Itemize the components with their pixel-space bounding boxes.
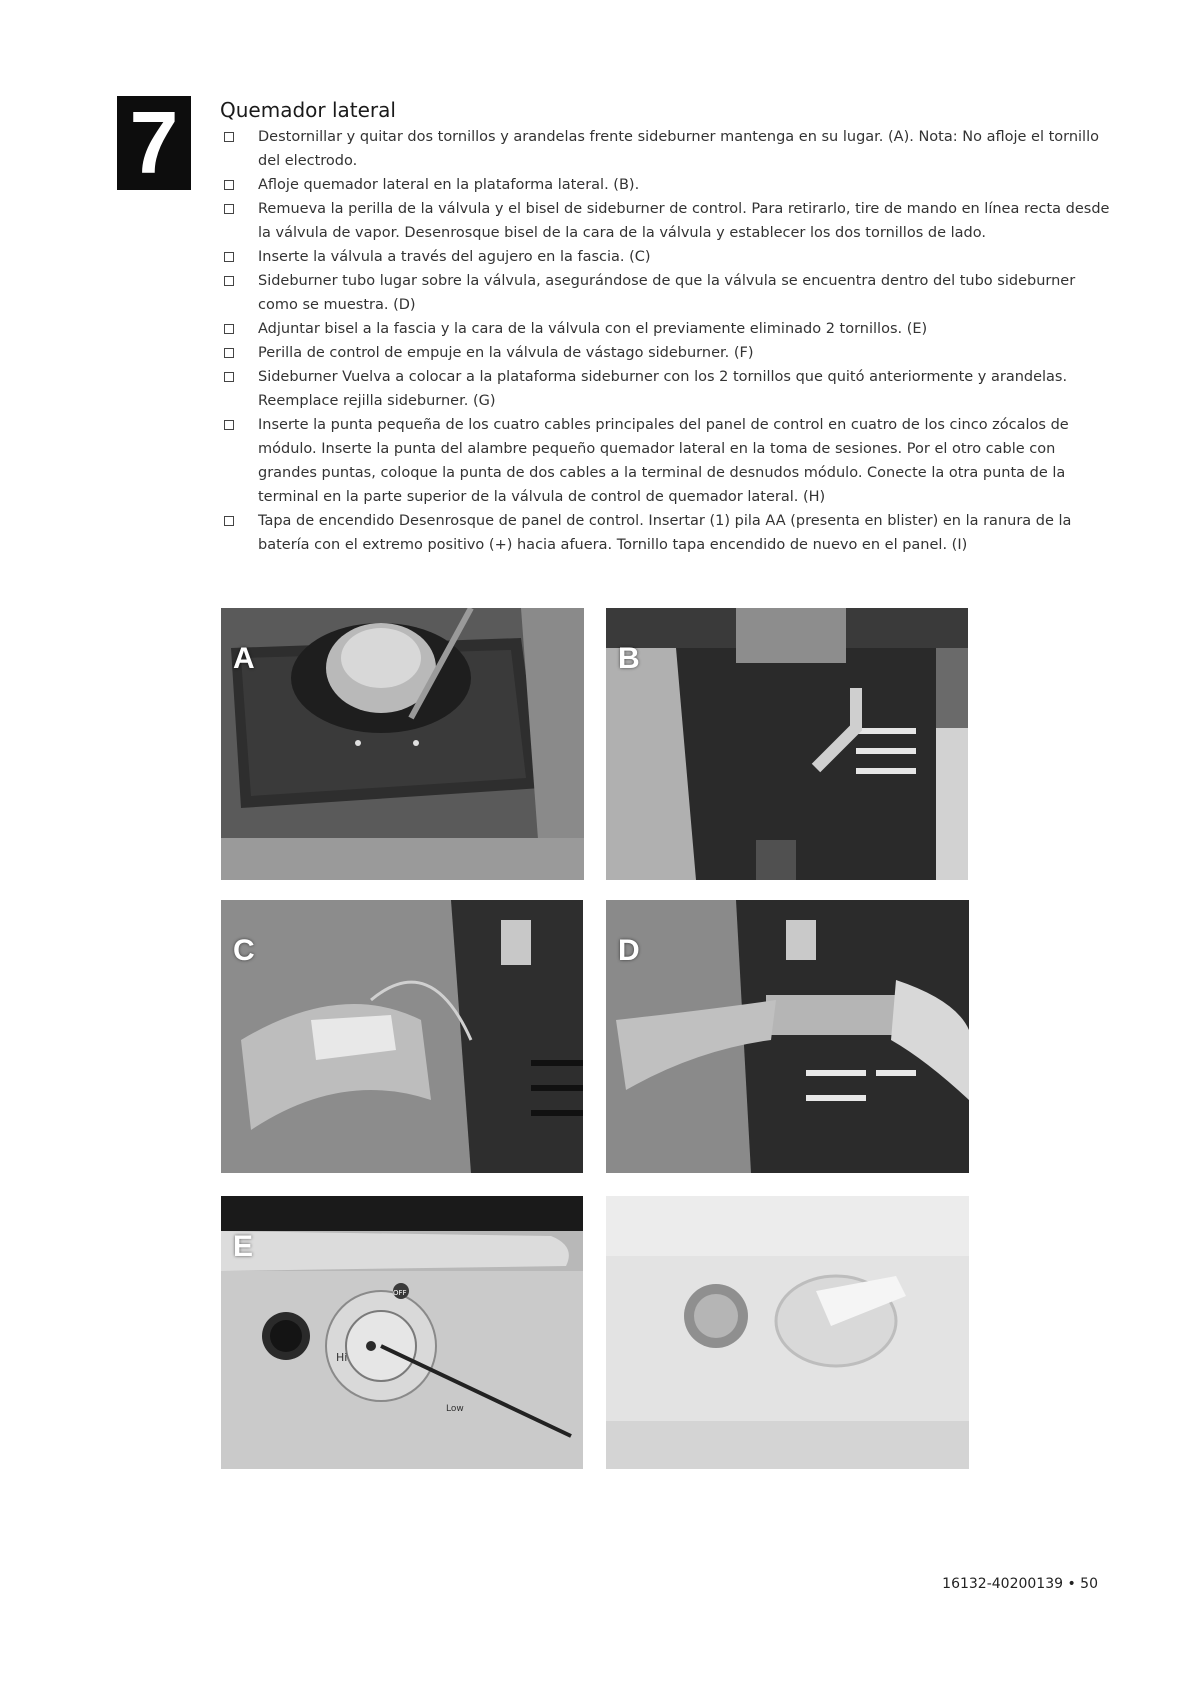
section-title: Quemador lateral: [220, 98, 396, 122]
photo-d-illustration: [606, 900, 969, 1173]
checkbox-icon: [224, 132, 234, 142]
checkbox-icon: [224, 516, 234, 526]
step-number-badge: 7: [117, 96, 191, 190]
checkbox-icon: [224, 204, 234, 214]
photo-c-illustration: [221, 900, 583, 1173]
list-item: [222, 197, 1112, 245]
photo-b-illustration: [606, 608, 968, 880]
checkbox-icon: [224, 324, 234, 334]
step-text: Afloje quemador lateral en la plataforma lateral. (B).: [258, 177, 640, 193]
list-item: [222, 509, 1112, 557]
photo-label: D: [618, 934, 640, 967]
list-item: [222, 173, 1112, 197]
list-item: [222, 245, 1112, 269]
photo-f-illustration: [606, 1196, 969, 1469]
photo-a-illustration: [221, 608, 584, 880]
knob-off-label: OFF: [393, 1289, 407, 1297]
step-text: Adjuntar bisel a la fascia y la cara de la válvula con el previamente eliminado 2 tornillos. (E): [258, 321, 928, 337]
step-text: Sideburner tubo lugar sobre la válvula, asegurándose de que la válvula se encuentra dentro del tubo sideburner como se muestra. (D): [258, 273, 1076, 313]
photo-label: A: [233, 642, 255, 675]
step-text: Tapa de encendido Desenrosque de panel de control. Insertar (1) pila AA (presenta en blister) en la ranura de la batería con el extremo positivo (+) hacia afuera. Tornillo tapa encendido de nuevo en el panel. (I): [258, 513, 1072, 553]
list-item: [222, 413, 1112, 509]
list-item: [222, 365, 1112, 413]
photo-label: B: [618, 642, 640, 675]
checkbox-icon: [224, 252, 234, 262]
photo-label: C: [233, 934, 255, 967]
page-number: 16132-40200139 • 50: [942, 1576, 1098, 1592]
photo-label: E: [233, 1230, 254, 1263]
list-item: [222, 341, 1112, 365]
list-item: [222, 125, 1112, 173]
photo-e: [221, 1196, 583, 1469]
checkbox-icon: [224, 180, 234, 190]
step-text: Perilla de control de empuje en la válvula de vástago sideburner. (F): [258, 345, 754, 361]
photo-d: [606, 900, 969, 1173]
step-text: Inserte la punta pequeña de los cuatro cables principales del panel de control en cuatro de los cinco zócalos de módulo. Inserte la punta del alambre pequeño quemador lateral en la toma de sesiones. Por el otro cable con grandes puntas, coloque la punta de dos cables a la terminal de desnudos módulo. Conecte la otra punta de la terminal en la parte superior de la válvula de control de quemador lateral. (H): [258, 417, 1069, 505]
checkbox-icon: [224, 420, 234, 430]
step-text: Inserte la válvula a través del agujero en la fascia. (C): [258, 249, 651, 265]
list-item: [222, 269, 1112, 317]
step-text: Sideburner Vuelva a colocar a la plataforma sideburner con los 2 tornillos que quitó anteriormente y arandelas. Reemplace rejilla sideburner. (G): [258, 369, 1068, 409]
photo-b: [606, 608, 968, 880]
checkbox-icon: [224, 372, 234, 382]
photo-f: [606, 1196, 969, 1469]
knob-hi-label: Hi: [336, 1351, 348, 1364]
knob-low-label: Low: [446, 1404, 464, 1414]
photo-a: [221, 608, 584, 880]
instruction-list: [222, 125, 1112, 557]
list-item: [222, 317, 1112, 341]
photo-e-illustration: [221, 1196, 583, 1469]
checkbox-icon: [224, 348, 234, 358]
step-text: Remueva la perilla de la válvula y el bisel de sideburner de control. Para retirarlo, tire de mando en línea recta desde la válvula de vapor. Desenrosque bisel de la cara de la válvula y establecer los dos tornillos de lado.: [258, 201, 1110, 241]
photo-c: [221, 900, 583, 1173]
checkbox-icon: [224, 276, 234, 286]
step-text: Destornillar y quitar dos tornillos y arandelas frente sideburner mantenga en su lugar. (A). Nota: No afloje el tornillo del electrodo.: [258, 129, 1099, 169]
